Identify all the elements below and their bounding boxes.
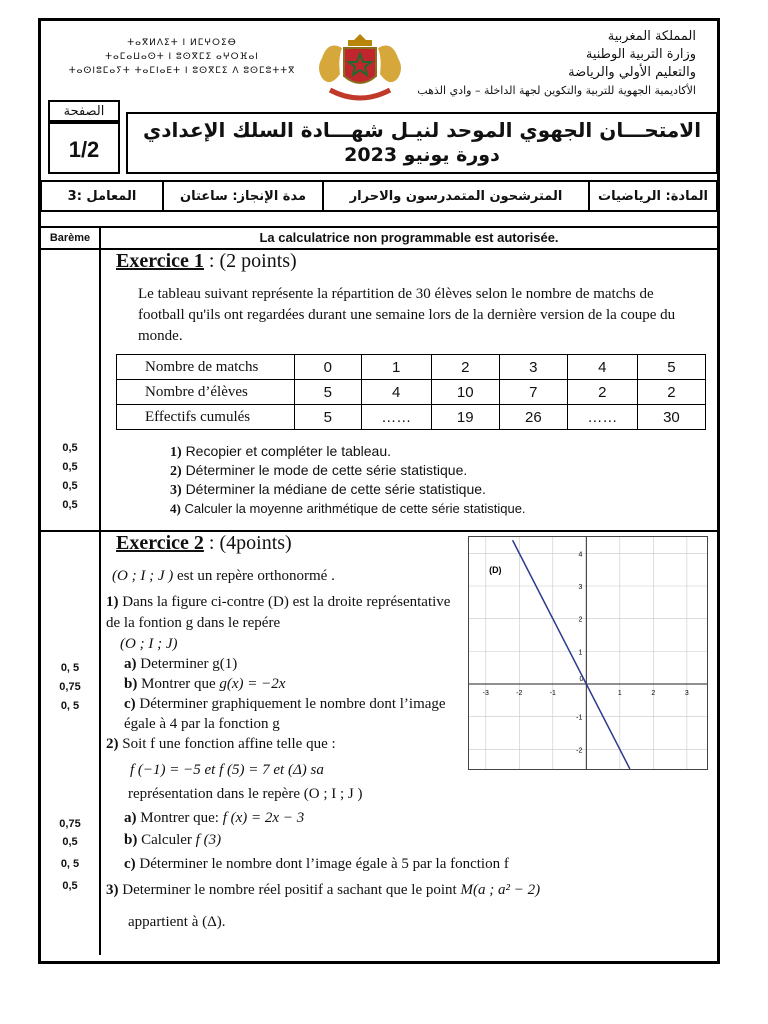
- question-label: b): [124, 832, 138, 848]
- table-cell: 5: [294, 380, 361, 405]
- function-expression: g(x) = −2x: [219, 676, 286, 692]
- table-cell: 1: [361, 355, 431, 380]
- exam-info-row: [40, 180, 718, 212]
- subject-cell: المادة: الرياضيات: [588, 180, 718, 212]
- tick-labels: [483, 551, 689, 754]
- table-cell: 5: [637, 355, 705, 380]
- question-body: Recopier et compléter le tableau.: [185, 443, 392, 459]
- table-cell: 3: [499, 355, 567, 380]
- exercise1-title: [116, 250, 297, 273]
- y-tick-label: -2: [576, 747, 583, 755]
- question-number: 2): [170, 464, 182, 479]
- coefficient-cell: المعامل :3: [40, 180, 164, 212]
- question-continuation: appartient à (Δ).: [128, 914, 226, 930]
- exercise2-intro: [112, 566, 462, 587]
- x-tick-label: -3: [482, 689, 489, 697]
- exam-session: دورة يونيو 2023: [344, 144, 500, 166]
- frame-notation: (O ; I ; J ): [112, 568, 174, 584]
- question-text: [124, 854, 624, 875]
- exercise1-points: : (2 points): [208, 250, 297, 272]
- question-body: Déterminer graphiquement le nombre dont l’image égale à 4 par la fonction g: [124, 696, 446, 732]
- question-body: Calculer: [141, 832, 196, 848]
- question-number: 3): [106, 882, 119, 898]
- question-text: [124, 654, 464, 675]
- row-label: Nombre de matchs: [117, 355, 295, 380]
- header-arabic: [416, 28, 696, 100]
- question-points: 0, 5: [60, 700, 80, 712]
- tifinagh-line: ⵜⴰⴳⵍⴷⵉⵜ ⵏ ⵍⵎⵖⵔⵉⴱ: [127, 38, 237, 48]
- table-cell: 7: [499, 380, 567, 405]
- series-line: [513, 540, 630, 769]
- calculator-note: La calculatrice non programmable est autorisée.: [259, 230, 559, 245]
- royal-emblem-icon: [300, 28, 420, 106]
- y-tick-label: -1: [576, 714, 583, 722]
- table-cell: 30: [637, 405, 705, 430]
- exercise2-q3: [106, 880, 666, 901]
- question-points: 0,75: [59, 681, 81, 693]
- intro-text: est un repère orthonormé .: [173, 568, 335, 584]
- question-label: a): [124, 810, 137, 826]
- row-label: Effectifs cumulés: [117, 405, 295, 430]
- exercise2-points: : (4points): [208, 532, 292, 554]
- candidates-cell: المترشحون المتمدرسون والاحرار: [322, 180, 590, 212]
- arabic-line: الأكاديمية الجهوية للتربية والتكوين لجهة الداخلة – وادي الذهب: [417, 84, 696, 97]
- question-points: 0, 5: [60, 858, 80, 870]
- x-tick-label: 2: [651, 689, 656, 697]
- arabic-line: والتعليم الأولي والرياضة: [568, 65, 696, 80]
- question-body: Déterminer le nombre dont l’image égale à 5 par la fonction f: [139, 856, 509, 872]
- table-cell: 2: [567, 380, 637, 405]
- y-tick-label: 2: [578, 616, 583, 624]
- question-text: [170, 480, 486, 499]
- question-row: [40, 442, 700, 461]
- row-label: Nombre d’élèves: [117, 380, 295, 405]
- question-points: 0, 5: [60, 662, 80, 674]
- exercise2-q2: [106, 734, 466, 755]
- x-tick-label: 1: [617, 689, 622, 697]
- question-label: a): [124, 656, 137, 672]
- exercise1-heading: Exercice 1: [116, 250, 204, 272]
- exercise1-intro: Le tableau suivant représente la répartition de 30 élèves selon le nombre de matchs de football qu'ils ont regardées durant une semaine lors de la dernière version de la coupe du monde.: [138, 286, 676, 344]
- function-expression: f (3): [195, 832, 222, 848]
- origin-label: 0: [579, 676, 584, 684]
- table-cell: ……: [361, 405, 431, 430]
- question-points: 0,5: [62, 461, 78, 473]
- question-points: 0,5: [62, 480, 78, 492]
- question-body: Montrer que:: [140, 810, 223, 826]
- question-text: [170, 461, 467, 480]
- question-body: Déterminer le mode de cette série statistique.: [185, 462, 468, 478]
- y-tick-label: 1: [578, 649, 583, 657]
- question-row: [40, 499, 700, 518]
- axes: [469, 537, 707, 769]
- exercise2-title: [116, 532, 292, 555]
- arabic-line: وزارة التربية الوطنية: [585, 47, 696, 62]
- function-expression: f (x) = 2x − 3: [222, 810, 305, 826]
- question-body: Determiner le nombre réel positif a sachant que le point: [122, 882, 461, 898]
- frame-notation: (O ; I ; J): [120, 636, 178, 652]
- exercise2-heading: Exercice 2: [116, 532, 204, 554]
- question-body: Montrer que: [141, 676, 220, 692]
- table-cell: 10: [431, 380, 499, 405]
- question-points: 0,5: [62, 499, 78, 511]
- question-body: Déterminer la médiane de cette série statistique.: [185, 481, 486, 497]
- table-cell: 4: [567, 355, 637, 380]
- point-expression: M(a ; a² − 2): [460, 882, 541, 898]
- x-tick-label: -1: [549, 689, 556, 697]
- question-row: [40, 461, 700, 480]
- question-number: 1): [170, 445, 182, 460]
- question-text: [170, 499, 526, 518]
- question-points: 0,5: [62, 836, 78, 848]
- exam-title-box: [126, 112, 718, 174]
- table-cell: 2: [431, 355, 499, 380]
- question-text: [124, 808, 464, 829]
- table-cell: 26: [499, 405, 567, 430]
- page-label: الصفحة: [48, 100, 120, 122]
- exam-title: الامتحـــان الجهوي الموحد لنيـل شهـــادة السلك الإعدادي: [142, 118, 702, 142]
- function-conditions: f (−1) = −5 et f (5) = 7 et (Δ) sa: [130, 762, 324, 778]
- question-points: 0,5: [62, 880, 78, 892]
- table-cell: ……: [567, 405, 637, 430]
- table-row: [117, 380, 706, 405]
- header-tifinagh: [52, 36, 312, 78]
- question-row: [40, 480, 700, 499]
- question-points: 0,75: [59, 818, 81, 830]
- table-cell: 2: [637, 380, 705, 405]
- stats-table: [116, 354, 706, 430]
- y-tick-label: 4: [578, 551, 583, 559]
- question-number: 2): [106, 736, 119, 752]
- question-body: Determiner g(1): [140, 656, 238, 672]
- page-number: 1/2: [48, 122, 120, 174]
- duration-cell: مدة الإنجاز: ساعتان: [162, 180, 324, 212]
- table-cell: 0: [294, 355, 361, 380]
- question-body: Calculer la moyenne arithmétique de cette série statistique.: [184, 501, 526, 516]
- table-cell: 4: [361, 380, 431, 405]
- table-row: [117, 405, 706, 430]
- question-text: [124, 694, 460, 734]
- exercise1-questions: [40, 442, 700, 518]
- question-body: Dans la figure ci-contre (D) est la droite représentative de la fontion g dans le repére: [106, 594, 451, 631]
- table-cell: 5: [294, 405, 361, 430]
- question-points: 0,5: [62, 442, 78, 454]
- table-row: [117, 355, 706, 380]
- question-text: [124, 830, 464, 851]
- line-label: (D): [489, 564, 502, 575]
- question-number: 4): [170, 501, 181, 516]
- function-graph: [468, 536, 708, 770]
- tifinagh-line: ⵜⴰⵙⵏⵓⵎⴰⵢⵜ ⵜⴰⵎⵏⴰⴹⵜ ⵏ ⵓⵙⴳⵎⵉ ⴷ ⵓⵙⵎⵓⵜⵜⴳ: [68, 66, 296, 76]
- grid: [469, 537, 707, 769]
- question-label: c): [124, 856, 136, 872]
- question-number: 3): [170, 483, 182, 498]
- question-number: 1): [106, 594, 119, 610]
- table-cell: 19: [431, 405, 499, 430]
- question-text: [124, 674, 464, 695]
- exercise2-q1: [106, 592, 458, 655]
- series: [489, 540, 630, 769]
- function-conditions-2: représentation dans le repère (O ; I ; J ): [128, 786, 363, 802]
- bareme-header: Barème: [49, 232, 91, 244]
- question-text: [170, 442, 391, 461]
- question-label: c): [124, 696, 136, 712]
- x-tick-label: -2: [516, 689, 523, 697]
- x-tick-label: 3: [684, 689, 689, 697]
- arabic-line: المملكة المغربية: [607, 29, 696, 44]
- question-body: Soit f une fonction affine telle que :: [122, 736, 336, 752]
- y-tick-label: 3: [578, 583, 583, 591]
- question-label: b): [124, 676, 138, 692]
- tifinagh-line: ⵜⴰⵎⴰⵡⴰⵙⵜ ⵏ ⵓⵙⴳⵎⵉ ⴰⵖⵔⴼⴰⵏ: [105, 52, 259, 62]
